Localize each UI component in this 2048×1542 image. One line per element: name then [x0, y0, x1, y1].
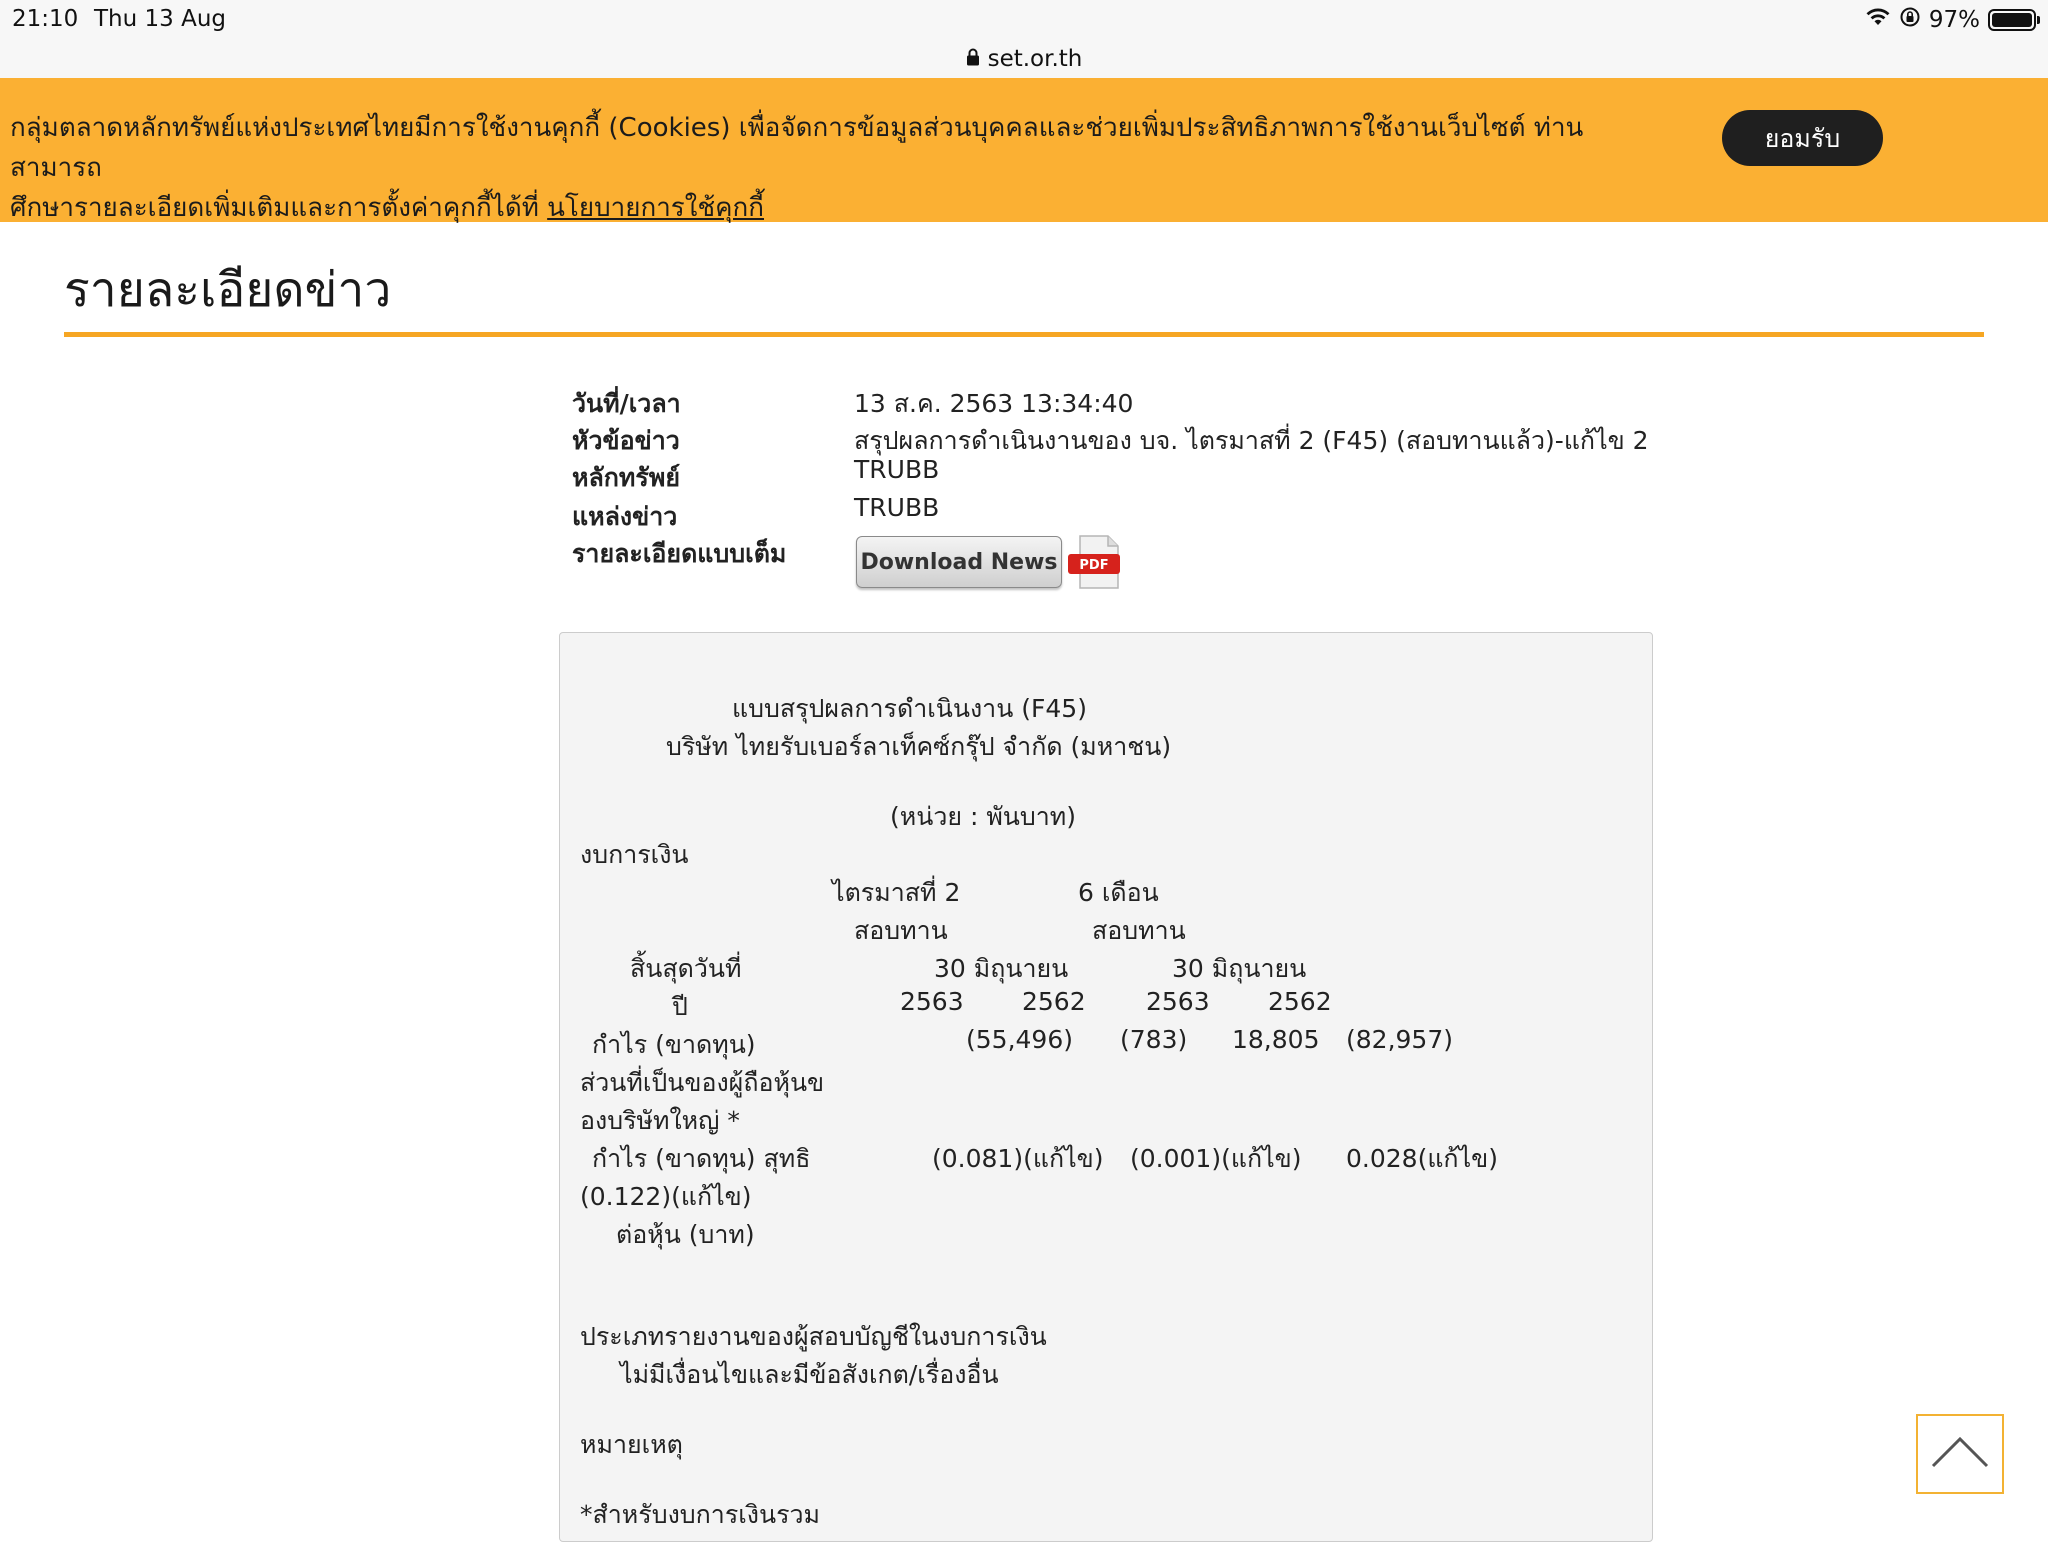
- status-bar: [0, 0, 2048, 40]
- year-6m-prior: 2562: [1268, 987, 1332, 1016]
- eps-q-current: (0.081)(แก้ไข): [932, 1144, 1104, 1173]
- headline-value: สรุปผลการดำเนินงานของ บจ. ไตรมาสที่ 2 (F45) (สอบทานแล้ว)-แก้ไข 2: [854, 426, 1649, 455]
- accept-cookies-button[interactable]: ยอมรับ: [1722, 110, 1883, 166]
- download-news-button[interactable]: Download News: [856, 536, 1062, 588]
- remark-label: หมายเหตุ: [580, 1430, 683, 1459]
- footnote: *สำหรับงบการเงินรวม: [580, 1500, 821, 1529]
- eps-6m-current: 0.028(แก้ไข): [1346, 1144, 1498, 1173]
- form-title: แบบสรุปผลการดำเนินงาน (F45): [732, 694, 1087, 723]
- cookie-policy-link[interactable]: นโยบายการใช้คุกกี้: [547, 193, 764, 223]
- pdf-badge-text: PDF: [1079, 558, 1109, 573]
- six-month-header: 6 เดือน: [1078, 878, 1159, 907]
- unit-note: (หน่วย : พันบาท): [890, 802, 1077, 831]
- date-value: 13 ส.ค. 2563 13:34:40: [854, 389, 1134, 418]
- reviewed-quarter: สอบทาน: [854, 916, 948, 945]
- pdf-icon[interactable]: [1068, 534, 1124, 590]
- period-end-quarter: 30 มิถุนายน: [934, 954, 1069, 983]
- lock-icon: [966, 48, 980, 70]
- orientation-lock-icon: [1899, 6, 1921, 34]
- net-profit-label: กำไร (ขาดทุน) สุทธิ: [592, 1144, 811, 1173]
- date-label: วันที่/เวลา: [572, 389, 681, 418]
- battery-percent: 97%: [1928, 7, 1980, 33]
- source-value: TRUBB: [854, 493, 940, 522]
- year-q-prior: 2562: [1022, 987, 1086, 1016]
- status-time: 21:10: [12, 6, 79, 32]
- period-end-label: สิ้นสุดวันที่: [630, 954, 742, 983]
- profit-label: กำไร (ขาดทุน): [592, 1030, 756, 1059]
- download-group: [856, 534, 1124, 590]
- security-label: หลักทรัพย์: [572, 463, 680, 492]
- quarter-header: ไตรมาสที่ 2: [832, 878, 961, 907]
- auditor-opinion: ไม่มีเงื่อนไขและมีข้อสังเกต/เรื่องอื่น: [620, 1360, 999, 1389]
- cookie-banner: [0, 78, 2048, 222]
- reviewed-six-month: สอบทาน: [1092, 916, 1186, 945]
- title-divider: [64, 332, 1984, 337]
- news-content-box: [559, 632, 1653, 1542]
- profit-q-current: (55,496): [966, 1025, 1073, 1054]
- cookie-text-line2-prefix: ศึกษารายละเอียดเพิ่มเติมและการตั้งค่าคุกกี้ได้ที่: [10, 193, 548, 223]
- year-q-current: 2563: [900, 987, 964, 1016]
- year-label: ปี: [672, 992, 688, 1021]
- profit-6m-current: 18,805: [1232, 1025, 1320, 1054]
- company-name: บริษัท ไทยรับเบอร์ลาเท็คซ์กรุ๊ป จำกัด (มหาชน): [666, 732, 1172, 761]
- source-label: แหล่งข่าว: [572, 502, 678, 531]
- cookie-text-line1: กลุ่มตลาดหลักทรัพย์แห่งประเทศไทยมีการใช้งานคุกกี้ (Cookies) เพื่อจัดการข้อมูลส่วนบุคคลและช่วยเพิ่มประสิทธิภาพการใช้งานเว็บไซต์ ท่านสามารถ: [10, 113, 1584, 183]
- headline-label: หัวข้อข่าว: [572, 426, 680, 455]
- url-domain[interactable]: set.or.th: [987, 46, 1083, 72]
- eps-6m-prior: (0.122)(แก้ไข): [580, 1182, 752, 1211]
- eps-q-prior: (0.001)(แก้ไข): [1130, 1144, 1302, 1173]
- status-indicators: [1865, 6, 2036, 34]
- profit-q-prior: (783): [1120, 1025, 1188, 1054]
- full-detail-label: รายละเอียดแบบเต็ม: [572, 539, 787, 568]
- chevron-up-icon: [1930, 1435, 1990, 1473]
- battery-icon: [1988, 9, 2036, 31]
- address-bar[interactable]: [0, 40, 2048, 79]
- scroll-to-top-button[interactable]: [1916, 1414, 2004, 1494]
- period-end-six-month: 30 มิถุนายน: [1172, 954, 1307, 983]
- status-date: Thu 13 Aug: [94, 6, 227, 32]
- profit-6m-prior: (82,957): [1346, 1025, 1453, 1054]
- wifi-icon: [1865, 7, 1891, 33]
- security-value: TRUBB: [854, 455, 940, 484]
- parent-share-line2: องบริษัทใหญ่ *: [580, 1106, 740, 1135]
- parent-share-line1: ส่วนที่เป็นของผู้ถือหุ้นข: [580, 1068, 825, 1097]
- financial-statement-label: งบการเงิน: [580, 840, 689, 869]
- per-share-label: ต่อหุ้น (บาท): [616, 1220, 755, 1249]
- auditor-report-type: ประเภทรายงานของผู้สอบบัญชีในงบการเงิน: [580, 1322, 1047, 1351]
- cookie-text-line2: [10, 188, 1670, 228]
- cookie-message: [10, 108, 1670, 228]
- page-title: รายละเอียดข่าว: [64, 262, 392, 318]
- year-6m-current: 2563: [1146, 987, 1210, 1016]
